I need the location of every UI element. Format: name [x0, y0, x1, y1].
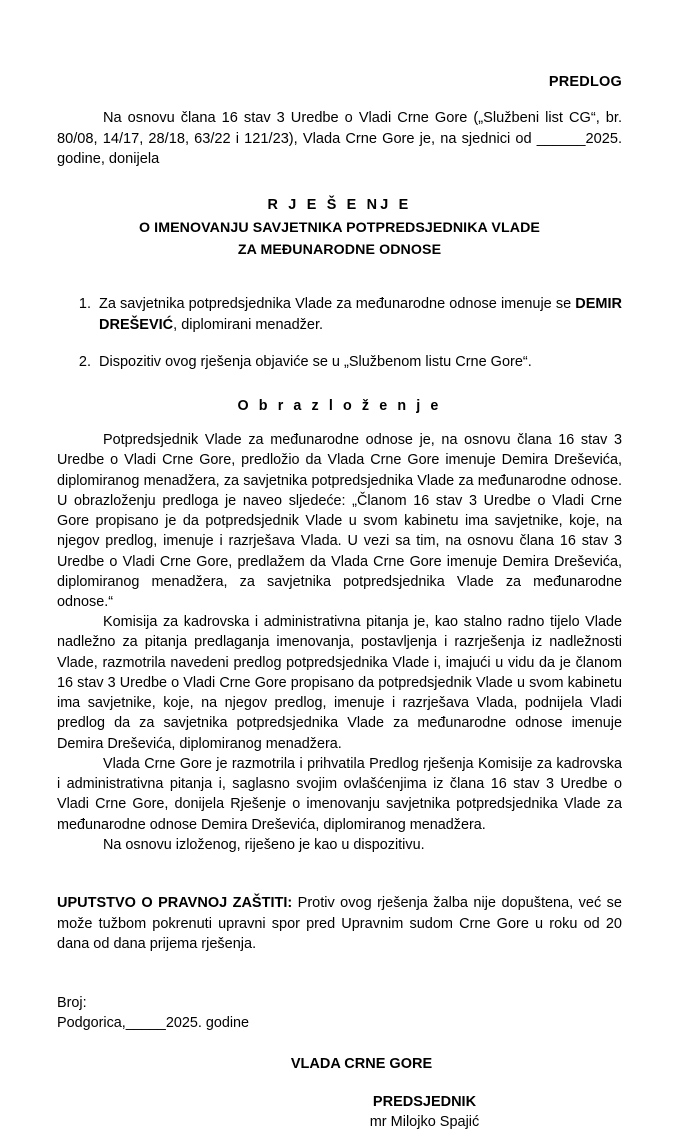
explanation-paragraph-2: Komisija za kadrovska i administrativna pitanja je, kao stalno radno tijelo Vlade nadležno za pitanja predlaganja imenovanja, postavljenja i razrješenja iz nadležnosti Vlade, razmotrila navedeni predlog potpredsjednika Vlade i, imajući u vidu da je članom 16 stav 3 Uredbe o Vladi Crne Gore propisano da potpredsjednik Vlade u svom kabinetu ima savjetnike, koje, na njegov predlog, imenuje i razrješava Vlada, podnijela Vladi predlog da za savjetnika potpredsjednika Vlade za međunarodne odnose imenuje Demira Dreševića, diplomiranog menadžera. — [57, 614, 622, 752]
signature-organization: VLADA CRNE GORE — [290, 1055, 433, 1072]
dispositiv-item-1-after: , diplomirani menadžer. — [173, 316, 324, 333]
legal-remedy-note — [57, 893, 622, 955]
explanation-paragraph-1: Potpredsjednik Vlade za međunarodne odnose je, na osnovu člana 16 stav 3 Uredbe o Vladi Crne Gore, predložio da Vlada Crne Gore imenuje Demira Dreševića, diplomiranog menadžera, za savjetnika potpredsjednika Vlade za međunarodne odnose. U obrazloženju predloga je naveo sljedeće: „Članom 16 stav 3 Uredbe o Vladi Crne Gore propisano je da potpredsjednik Vlade u svom kabinetu ima savjetnike, koje, na njegov predlog, imenuje i razrješava Vlada. U vezi sa tim, na osnovu člana 16 stav 3 Uredbe o Vladi Crne Gore, predlažem da Vlada Crne Gore imenuje Demira Dreševića, diplomiranog menadžera, za savjetnika potpredsjednika Vlade za međunarodne odnose.“ — [57, 432, 622, 610]
legal-remedy-label: UPUTSTVO O PRAVNOJ ZAŠTITI: — [57, 895, 293, 912]
document-number-label: Broj: — [57, 994, 87, 1011]
title-line-2: O IMENOVANJU SAVJETNIKA POTPREDSJEDNIKA VLADE — [138, 219, 540, 236]
dispositiv-item-1 — [95, 294, 622, 335]
preamble-paragraph: Na osnovu člana 16 stav 3 Uredbe o Vladi Crne Gore („Službeni list CG“, br. 80/08, 14/17, 28/18, 63/22 i 121/23), Vlada Crne Gore je, na sjednici od ______2025. godine, donijela — [57, 110, 622, 168]
title-line-3: ZA MEĐUNARODNE ODNOSE — [237, 242, 442, 259]
explanation-body — [57, 430, 622, 855]
document-type-label: PREDLOG — [548, 74, 622, 90]
legal-remedy-text: Protiv ovog rješenja žalba nije dopuštena, već se može tužbom pokrenuti upravni spor pred Upravnim sudom Crne Gore u roku od 20 dana od dana prijema rješenja. — [57, 895, 622, 953]
signatory-name: mr Milojko Spajić — [369, 1114, 480, 1131]
footer-meta — [57, 993, 622, 1034]
appointee-name: DEMIR DREŠEVIĆ — [99, 296, 622, 333]
title-line-main: R J E Š E NJ E — [267, 197, 412, 214]
explanation-paragraph-4: Na osnovu izloženog, riješeno je kao u dispozitivu. — [103, 836, 425, 853]
dispositiv-item-2: 2. Dispozitiv ovog rješenja objaviće se u „Službenom listu Crne Gore“. — [95, 352, 622, 373]
place-and-date: Podgorica,_____2025. godine — [57, 1015, 250, 1032]
document-title-block — [57, 196, 622, 260]
dispositiv-item-1-before: Za savjetnika potpredsjednika Vlade za međunarodne odnose imenuje se — [99, 296, 576, 313]
explanation-heading: O b r a z l o ž e n j e — [237, 398, 442, 415]
explanation-paragraph-3: Vlada Crne Gore je razmotrila i prihvatila Predlog rješenja Komisije za kadrovska i administrativna pitanja i, saglasno svojim ovlašćenjima iz člana 16 stav 3 Uredbe o Vladi Crne Gore, donijela Rješenje o imenovanju savjetnika potpredsjednika Vlade za međunarodne odnose Demira Dreševića, diplomiranog menadžera. — [57, 755, 622, 833]
signature-block — [57, 1092, 622, 1133]
dispositiv-list — [57, 294, 622, 372]
signatory-role: PREDSJEDNIK — [372, 1093, 477, 1110]
